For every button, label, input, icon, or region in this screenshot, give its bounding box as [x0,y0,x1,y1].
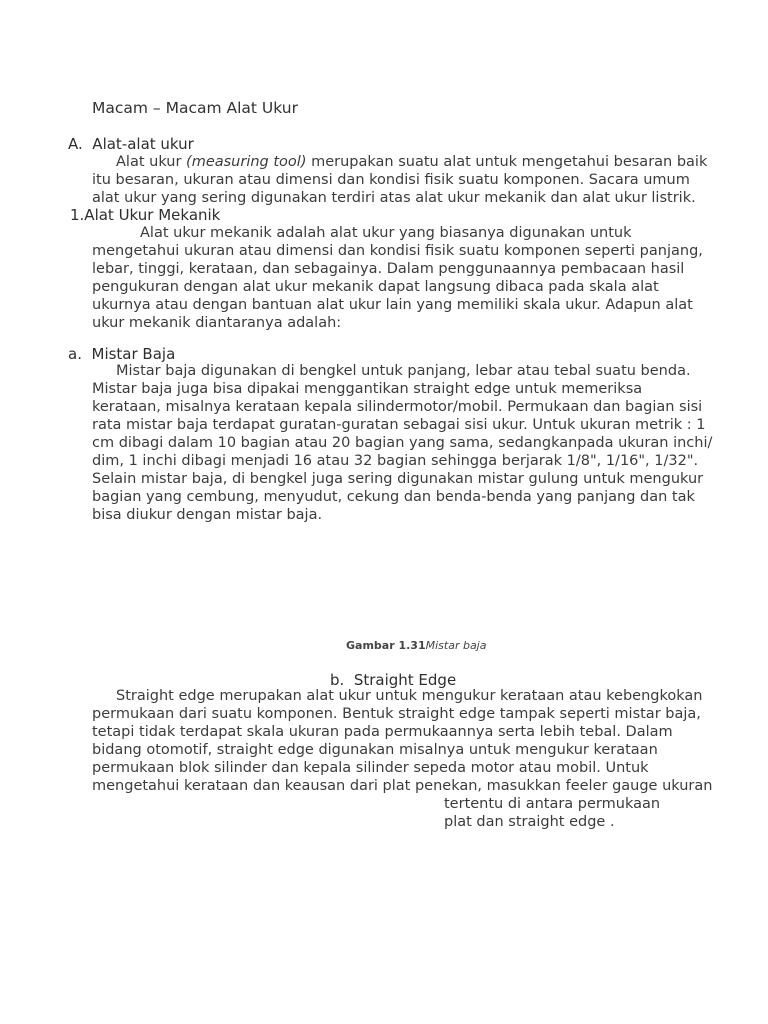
figure-caption [346,639,486,652]
measuring-tool-term: (measuring tool) [186,154,307,170]
figure-number: Gambar 1.31 [346,639,426,652]
straight-edge-line: plat dan straight edge . [444,814,615,830]
section-a-heading: A. Alat-alat ukur [68,135,194,153]
mistar-baja-line: cm dibagi dalam 10 bagian atau 20 bagian yang sama, sedangkanpada ukuran inchi/ [92,435,713,451]
section-1-line: lebar, tinggi, kerataan, dan sebagainya. Dalam penggunaannya pembacaan hasil [92,261,685,277]
mistar-baja-heading: a. Mistar Baja [68,345,176,363]
section-1-line: ukurnya atau dengan bantuan alat ukur lain yang memiliki skala ukur. Adapun alat [92,297,693,313]
mistar-baja-line: rata mistar baja terdapat guratan-guratan sebagai sisi ukur. Untuk ukuran metrik : 1 [92,417,706,433]
straight-edge-line: permukaan blok silinder dan kepala silinder sepeda motor atau mobil. Untuk [92,760,649,776]
mistar-baja-line: dim, 1 inchi dibagi menjadi 16 atau 32 bagian sehingga berjarak 1/8", 1/16", 1/32". [92,453,699,469]
mistar-baja-line: bisa diukur dengan mistar baja. [92,507,323,523]
straight-edge-line: permukaan dari suatu komponen. Bentuk straight edge tampak seperti mistar baja, [92,706,701,722]
section-1-line: pengukuran dengan alat ukur mekanik dapat langsung dibaca pada skala alat [92,279,659,295]
mistar-baja-line: bagian yang cembung, menyudut, cekung dan benda-benda yang panjang dan tak [92,489,695,505]
straight-edge-line: Straight edge merupakan alat ukur untuk mengukur kerataan atau kebengkokan [116,688,703,704]
section-1-heading: 1.Alat Ukur Mekanik [70,206,221,224]
straight-edge-heading: b. Straight Edge [330,671,457,689]
section-a-line-3: alat ukur yang sering digunakan terdiri atas alat ukur mekanik dan alat ukur listrik. [92,190,696,206]
section-1-line: Alat ukur mekanik adalah alat ukur yang biasanya digunakan untuk [140,225,632,241]
section-1-line: mengetahui ukuran atau dimensi dan kondisi fisik suatu komponen seperti panjang, [92,243,703,259]
mistar-baja-line: Mistar baja juga bisa dipakai menggantikan straight edge untuk memeriksa [92,381,643,397]
mistar-baja-line: kerataan, misalnya kerataan kepala silindermotor/mobil. Permukaan dan bagian sisi [92,399,703,415]
straight-edge-line: tertentu di antara permukaan [444,796,661,812]
straight-edge-line: bidang otomotif, straight edge digunakan misalnya untuk mengukur kerataan [92,742,658,758]
straight-edge-line: mengetahui kerataan dan keausan dari plat penekan, masukkan feeler gauge ukuran [92,778,713,794]
section-a-line-1: Alat ukur (measuring tool) merupakan suatu alat untuk mengetahui besaran baik [116,154,708,170]
section-a-line-2: itu besaran, ukuran atau dimensi dan kondisi fisik suatu komponen. Sacara umum [92,172,690,188]
straight-edge-line: tetapi tidak terdapat skala ukuran pada permukaannya serta lebih tebal. Dalam [92,724,673,740]
section-1-line: ukur mekanik diantaranya adalah: [92,315,342,331]
mistar-baja-line: Selain mistar baja, di bengkel juga sering digunakan mistar gulung untuk mengukur [92,471,704,487]
page-title: Macam – Macam Alat Ukur [92,99,298,117]
figure-title: Mistar baja [425,639,487,652]
mistar-baja-line: Mistar baja digunakan di bengkel untuk panjang, lebar atau tebal suatu benda. [116,363,691,379]
